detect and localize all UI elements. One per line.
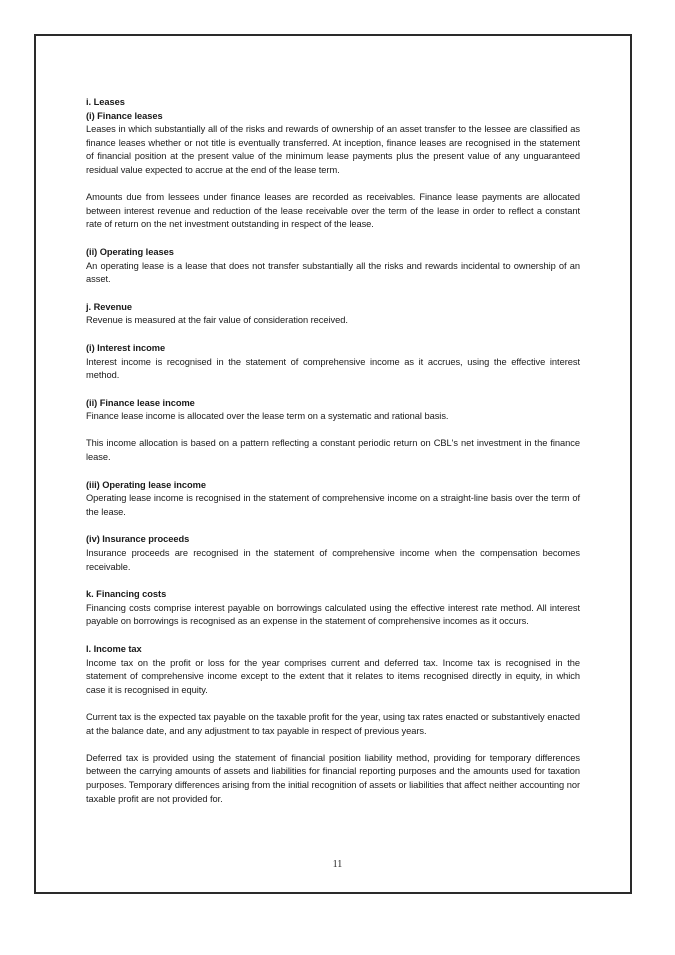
section-interest-income (86, 342, 580, 383)
section-heading: l. Income tax (86, 644, 142, 654)
section-income-tax (86, 643, 580, 806)
section-finance-lease-income (86, 397, 580, 465)
paragraph: Amounts due from lessees under finance leases are recorded as receivables. Finance lease payments are allocated between interest revenue and reduction of the lease receivable over the term of the lease in order to reflect a constant rate of return on the net investment outstanding in respect of the lease. (86, 192, 580, 230)
page-number: 11 (332, 859, 343, 870)
paragraph: An operating lease is a lease that does not transfer substantially all the risks and rewards incidental to ownership of an asset. (86, 260, 580, 285)
paragraph: Revenue is measured at the fair value of consideration received. (86, 315, 348, 326)
paragraph: Deferred tax is provided using the statement of financial position liability method, providing for temporary differences between the carrying amounts of assets and liabilities for financial reporting purposes and the amounts used for taxation purposes. Temporary differences arising from the initial recognition of assets or liabilities that affect neither accounting nor taxable profit are not provided for. (86, 752, 580, 804)
section-heading: i. Leases (86, 97, 125, 107)
subsection-heading: (iv) Insurance proceeds (86, 534, 190, 545)
subsection-heading: (ii) Finance lease income (86, 397, 195, 408)
subsection-heading: (i) Interest income (86, 342, 166, 353)
paragraph: Financing costs comprise interest payable on borrowings calculated using the effective interest rate method. All interest payable on borrowings is recognised as an expense in the statement of comprehensive incomes as it occurs. (86, 602, 580, 627)
section-operating-lease-income (86, 479, 580, 520)
section-leases (86, 96, 580, 232)
paragraph: Finance lease income is allocated over the lease term on a systematic and rational basis. (86, 411, 449, 422)
subsection-heading: (ii) Operating leases (86, 246, 174, 257)
subsection-heading: (iii) Operating lease income (86, 479, 207, 490)
paragraph: Interest income is recognised in the statement of comprehensive income as it accrues, using the effective interest method. (86, 356, 580, 381)
section-financing-costs (86, 588, 580, 629)
section-insurance-proceeds (86, 533, 580, 574)
section-operating-leases (86, 246, 580, 287)
document-body (86, 96, 580, 820)
section-heading: k. Financing costs (86, 589, 167, 600)
paragraph: Operating lease income is recognised in the statement of comprehensive income on a straight-line basis over the term of the lease. (86, 493, 580, 517)
paragraph: Leases in which substantially all of the risks and rewards of ownership of an asset transfer to the lessee are classified as finance leases whether or not title is eventually transferred. At inception, finance leases are recognised in the statement of financial position at the present value of the minimum lease payments plus the present value of any unguaranteed residual value expected to accrue at the end of the lease term. (86, 124, 580, 175)
section-heading: j. Revenue (86, 301, 133, 312)
paragraph: Income tax on the profit or loss for the year comprises current and deferred tax. Income tax is recognised in the statement of comprehensive income except to the extent that it relates to items recognised directly in equity, in which case it is recognised in equity. (86, 657, 580, 695)
subsection-heading: (i) Finance leases (86, 110, 163, 121)
paragraph: Current tax is the expected tax payable on the taxable profit for the year, using tax rates enacted or substantively enacted at the balance date, and any adjustment to tax payable in respect of previous years. (86, 711, 580, 736)
section-revenue (86, 301, 580, 328)
paragraph: Insurance proceeds are recognised in the statement of comprehensive income when the compensation becomes receivable. (86, 548, 580, 572)
paragraph: This income allocation is based on a pattern reflecting a constant periodic return on CBL's net investment in the finance lease. (86, 438, 580, 463)
